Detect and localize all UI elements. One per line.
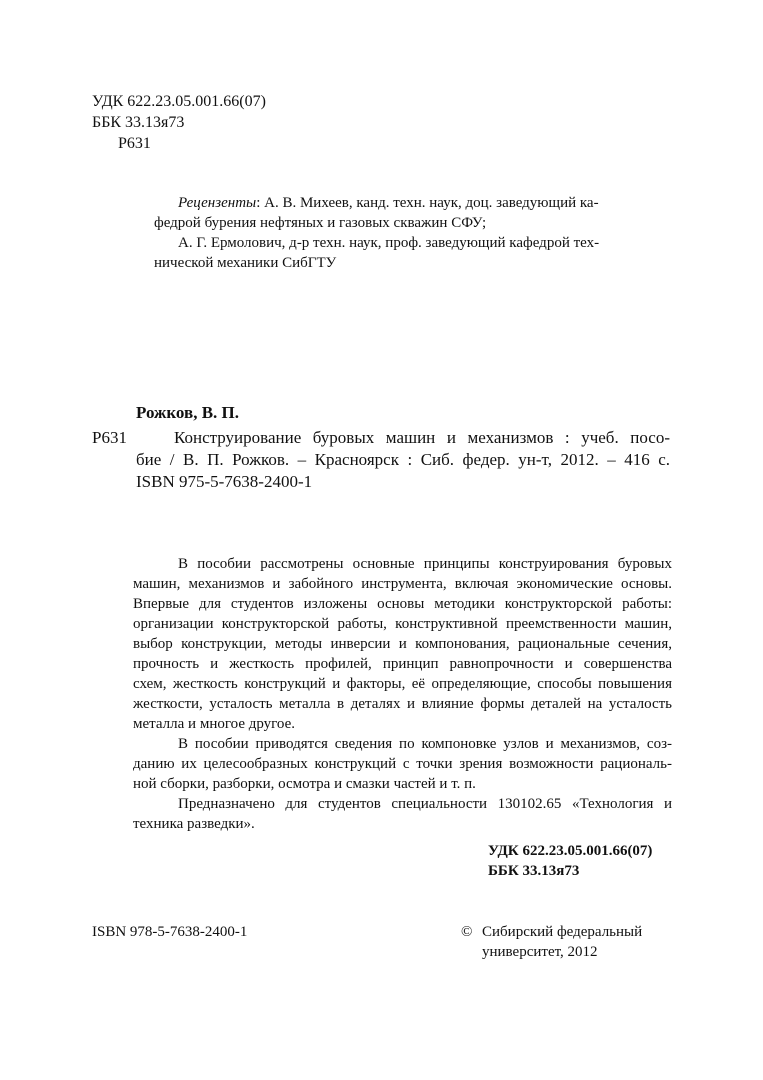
abstract-p1-line-9: металла и многое другое. [133,716,296,732]
copyright-symbol: © [461,924,473,940]
bib-title-line-1: Конструирование буровых машин и механизмов : учеб. посо- [174,428,670,447]
header-author-code: Р631 [118,135,151,152]
classification-bbk: ББК 33.13я73 [488,863,580,879]
footer-isbn: ISBN 978-5-7638-2400-1 [92,924,248,940]
classification-udk: УДК 622.23.05.001.66(07) [488,843,653,859]
abstract-p1-line-7: схем, жесткость конструкций и факторы, её определяющие, способы повышения [133,676,672,692]
reviewers-line-1-text: : А. В. Михеев, канд. техн. наук, доц. заведующий ка- [256,195,599,211]
bib-author: Рожков, В. П. [136,403,240,422]
bib-code: Р631 [92,428,127,447]
bib-title-line-2: бие / В. П. Рожков. – Красноярск : Сиб. федер. ун-т, 2012. – 416 с. [136,450,670,469]
abstract-p1-line-1: В пособии рассмотрены основные принципы конструирования буровых [178,556,672,572]
reviewers-line-4: нической механики СибГТУ [154,255,337,271]
copyright-line-2: университет, 2012 [482,944,598,960]
abstract-p1-line-3: Впервые для студентов изложены основы методики конструкторской работы: [133,596,672,612]
reviewers-label: Рецензенты [178,195,257,211]
abstract-p1-line-8: жесткости, усталость металла в деталях и влияние формы деталей на усталость [133,696,672,712]
header-udk: УДК 622.23.05.001.66(07) [92,93,266,110]
abstract-p2-line-2: данию их целесообразных конструкций с точки зрения возможности рациональ- [133,756,672,772]
copyright-line-1: Сибирский федеральный [482,924,643,940]
abstract-p1-line-4: организации конструкторской работы, конструктивной преемственности машин, [133,616,672,632]
reviewers-line-3: А. Г. Ермолович, д-р техн. наук, проф. заведующий кафедрой тех- [178,235,600,251]
bib-isbn: ISBN 975-5-7638-2400-1 [136,472,313,491]
abstract-p3-line-1: Предназначено для студентов специальности 130102.65 «Технология и [178,796,672,812]
abstract-p2-line-1: В пособии приводятся сведения по компоновке узлов и механизмов, соз- [178,736,672,752]
reviewers-line-1 [178,193,599,213]
abstract-p3-line-2: техника разведки». [133,816,255,832]
reviewers-line-2: федрой бурения нефтяных и газовых скважин СФУ; [154,215,487,231]
abstract-p1-line-6: прочность и жесткость профилей, принцип равнопрочности и совершенства [133,656,672,672]
abstract-p1-line-5: выбор конструкции, методы инверсии и компонования, рациональные сечения, [133,636,672,652]
header-bbk: ББК 33.13я73 [92,114,185,131]
abstract-p2-line-3: ной сборки, разборки, осмотра и смазки частей и т. п. [133,776,476,792]
abstract-p1-line-2: машин, механизмов и забойного инструмента, включая экономические основы. [133,576,672,592]
